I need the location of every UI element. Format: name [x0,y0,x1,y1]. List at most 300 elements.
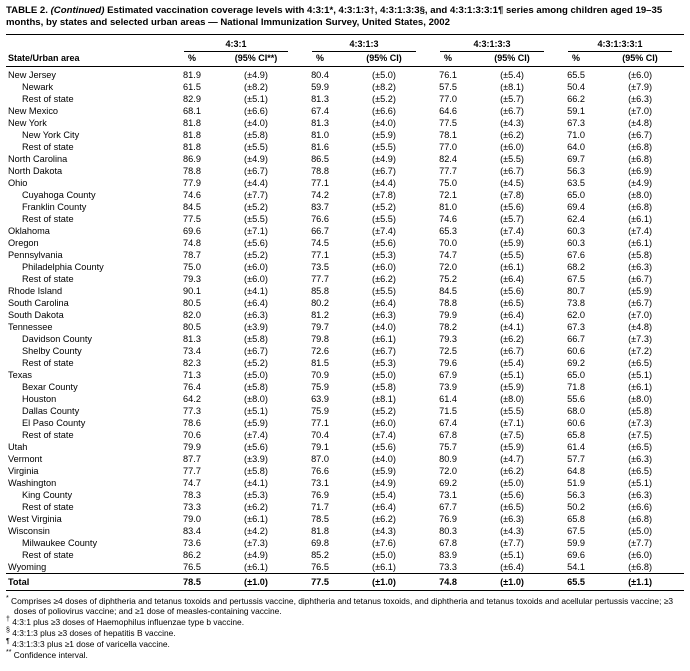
ci-value: (±6.7) [244,345,268,356]
pct-value: 69.8 [311,537,329,548]
ci-value: (±5.9) [628,285,653,296]
table-row [6,93,684,105]
ci-value: (±6.7) [628,273,653,284]
area-name: Bexar County [22,381,78,392]
area-name: Texas [8,369,32,380]
area-name: Houston [22,393,57,404]
ci-value: (±6.2) [244,501,268,512]
pct-value: 65.0 [567,189,585,200]
ci-value: (±7.4) [628,225,653,236]
pct-value: 81.2 [311,309,329,320]
table-row [6,405,684,417]
area-name: South Dakota [8,309,64,320]
ci-value: (±6.4) [244,297,268,308]
pct-value: 86.2 [183,549,201,560]
pct-value: 79.9 [183,441,201,452]
ci-value: (±5.6) [372,237,396,248]
pct-value: 85.2 [311,549,329,560]
pct-value: 82.0 [183,309,201,320]
pct-value: 66.2 [567,93,585,104]
area-name: North Dakota [8,165,63,176]
ci-value: (±6.5) [628,441,653,452]
ci-value: (±4.0) [244,117,268,128]
footnote: * Comprises ≥4 doses of diphtheria and tetanus toxoids and pertussis vaccine, diphtheria and tetanus toxoids, and diphtheria and tetanus toxoids and acellular pertussis vaccine; ≥3 doses of poliovirus vaccine; and ≥1 dose of measles-containing vaccine. [6,594,673,616]
table-row [6,213,684,225]
table-row [6,381,684,393]
ci-value: (±7.9) [628,81,653,92]
pct-value: 76.4 [183,381,201,392]
ci-value: (±5.4) [372,489,396,500]
ci-value: (±5.3) [372,249,396,260]
ci-value: (±7.4) [372,429,396,440]
table-row [6,237,684,249]
series-header-431331 [556,34,684,52]
pct-value: 54.1 [567,561,585,572]
pct-value: 73.9 [439,381,457,392]
ci-value: (±6.5) [500,501,524,512]
pct-value: 62.0 [567,309,585,320]
area-name: Washington [8,477,57,488]
ci-value: (±8.1) [372,393,396,404]
area-name: Virginia [8,465,39,476]
pct-value: 76.5 [183,561,201,572]
ci-value: (±6.4) [500,309,524,320]
pct-value: 70.4 [311,429,329,440]
pct-value: 74.6 [183,189,201,200]
table-row [6,249,684,261]
table-header [6,34,684,66]
footnote: † 4:3:1 plus ≥3 doses of Haemophilus influenzae type b vaccine. [6,615,245,627]
table-row [6,321,684,333]
pct-value: 60.6 [567,345,585,356]
ci-value: (±6.0) [244,273,268,284]
pct-value: 78.5 [311,513,329,524]
ci-value: (±4.3) [500,525,524,536]
ci-value: (±6.8) [628,561,653,572]
pct-value: 83.9 [439,549,457,560]
pct-value: 76.6 [311,465,329,476]
ci-value: (±8.2) [372,81,396,92]
pct-value: 59.1 [567,105,585,116]
ci-value: (±4.9) [372,153,396,164]
ci-value: (±7.2) [628,345,653,356]
pct-value: 74.5 [311,237,329,248]
table-title [6,5,684,30]
ci-value: (±7.8) [500,189,524,200]
area-name: Wyoming [8,561,47,572]
footnote-marker: * [6,594,9,602]
pct-value: 62.4 [567,213,585,224]
pct-value: 74.8 [183,237,201,248]
table-row [6,66,684,81]
pct-value: 78.2 [439,321,457,332]
pct-value: 68.2 [567,261,585,272]
pct-value: 67.3 [567,321,585,332]
ci-value: (±6.5) [628,465,653,476]
pct-value: 64.2 [183,393,201,404]
pct-value: 74.7 [439,249,457,260]
ci-header: (95% CI) [596,52,684,67]
pct-value: 75.9 [311,381,329,392]
pct-value: 51.9 [567,477,585,488]
pct-value: 80.9 [439,453,457,464]
area-name: South Carolina [8,297,69,308]
pct-value: 55.6 [567,393,585,404]
ci-value: (±5.8) [244,333,268,344]
ci-value: (±5.6) [244,441,268,452]
ci-value: (±6.4) [372,501,396,512]
area-name: Milwaukee County [22,537,98,548]
area-name: New York City [22,129,80,140]
pct-value: 82.4 [439,153,457,164]
pct-value: 61.5 [183,81,201,92]
ci-value: (±5.0) [372,549,396,560]
pct-value: 65.5 [556,573,596,590]
ci-value: (±5.8) [628,405,653,416]
ci-value: (±6.3) [372,309,396,320]
ci-value: (±6.4) [500,561,524,572]
table-row [6,189,684,201]
ci-value: (±7.3) [628,417,653,428]
ci-value: (±4.1) [500,321,524,332]
pct-value: 78.8 [311,165,329,176]
series-label: 4:3:1:3:3 [440,38,544,52]
ci-value: (±5.1) [244,405,268,416]
table-row [6,561,684,574]
ci-value: (±4.9) [244,69,268,80]
ci-value: (±6.4) [500,273,524,284]
pct-value: 75.7 [439,441,457,452]
pct-value: 77.7 [439,165,457,176]
ci-value: (±7.4) [500,225,524,236]
table-row [6,441,684,453]
pct-header: % [556,52,596,67]
area-name: North Carolina [8,153,68,164]
pct-value: 67.9 [439,369,457,380]
ci-value: (±7.1) [244,225,268,236]
area-name: Dallas County [22,405,80,416]
pct-value: 86.9 [183,153,201,164]
table-row [6,453,684,465]
pct-value: 81.3 [311,117,329,128]
table-row [6,225,684,237]
ci-value: (±4.7) [500,453,524,464]
series-label: 4:3:1:3:3:1 [568,38,672,52]
series-label: 4:3:1 [184,38,288,52]
pct-value: 76.9 [311,489,329,500]
ci-value: (±7.0) [628,309,653,320]
pct-value: 76.5 [311,561,329,572]
pct-value: 86.5 [311,153,329,164]
pct-value: 68.0 [567,405,585,416]
table-row [6,285,684,297]
vaccination-coverage-table [6,34,684,591]
ci-value: (±6.0) [372,261,396,272]
ci-value: (±5.5) [372,213,396,224]
table-row [6,393,684,405]
pct-value: 80.7 [567,285,585,296]
table-row [6,333,684,345]
ci-value: (±5.8) [372,381,396,392]
pct-value: 76.6 [311,213,329,224]
footnote-marker: ** [6,648,12,656]
pct-value: 76.1 [439,69,457,80]
pct-value: 77.7 [311,273,329,284]
ci-value: (±5.5) [500,405,524,416]
area-name: Rest of state [22,141,74,152]
pct-header: % [300,52,340,67]
table-row [6,81,684,93]
area-name: Davidson County [22,333,92,344]
area-name: Rest of state [22,273,74,284]
ci-value: (±8.0) [628,393,653,404]
pct-value: 75.9 [311,405,329,416]
pct-value: 71.7 [311,501,329,512]
total-label: Total [6,573,172,590]
ci-value: (±7.6) [372,537,396,548]
pct-value: 50.2 [567,501,585,512]
pct-value: 67.7 [439,501,457,512]
ci-value: (±6.7) [372,345,396,356]
series-label: 4:3:1:3 [312,38,416,52]
pct-value: 59.9 [567,537,585,548]
pct-value: 72.5 [439,345,457,356]
pct-value: 57.5 [439,81,457,92]
ci-value: (±7.8) [372,189,396,200]
ci-value: (±6.5) [628,357,653,368]
ci-value: (±5.3) [372,357,396,368]
ci-value: (±5.9) [500,381,524,392]
pct-value: 77.3 [183,405,201,416]
table-row [6,297,684,309]
ci-value: (±4.4) [372,177,396,188]
ci-value: (±5.2) [244,201,268,212]
pct-value: 74.7 [183,477,201,488]
pct-value: 73.5 [311,261,329,272]
ci-value: (±4.0) [372,453,396,464]
ci-value: (±5.0) [372,69,396,80]
pct-value: 69.6 [183,225,201,236]
ci-value: (±7.5) [500,429,524,440]
table-row [6,273,684,285]
area-name: Rest of state [22,93,74,104]
ci-value: (±4.0) [372,117,396,128]
ci-value: (±5.1) [628,369,653,380]
ci-value: (±4.9) [628,177,653,188]
area-name: Rest of state [22,549,74,560]
table-row [6,417,684,429]
ci-value: (±7.3) [628,333,653,344]
pct-value: 61.4 [567,441,585,452]
ci-value: (±7.4) [244,429,268,440]
area-name: Newark [22,81,54,92]
pct-value: 73.1 [439,489,457,500]
ci-value: (±6.2) [500,465,524,476]
table-row [6,501,684,513]
pct-value: 81.0 [439,201,457,212]
pct-value: 63.5 [567,177,585,188]
area-name: West Virginia [8,513,62,524]
table-row [6,477,684,489]
area-name: Rhode Island [8,285,63,296]
table-row [6,261,684,273]
table-row [6,549,684,561]
ci-header: (95% CI**) [212,52,300,67]
ci-value: (±5.2) [372,405,396,416]
pct-value: 73.3 [183,501,201,512]
ci-value: (±6.7) [500,345,524,356]
pct-value: 65.3 [439,225,457,236]
pct-value: 71.0 [567,129,585,140]
ci-value: (±6.6) [628,501,653,512]
pct-value: 59.9 [311,81,329,92]
ci-value: (±7.1) [500,417,524,428]
pct-value: 65.5 [567,69,585,80]
pct-value: 78.1 [439,129,457,140]
footnote: § 4:3:1:3 plus ≥3 doses of hepatitis B vaccine. [6,626,176,638]
area-name: Rest of state [22,429,74,440]
series-header-row [6,34,684,52]
ci-value: (±7.0) [628,105,653,116]
pct-value: 80.5 [183,297,201,308]
area-name: Tennessee [8,321,53,332]
pct-value: 56.3 [567,489,585,500]
ci-value: (±6.3) [244,309,268,320]
pct-value: 87.0 [311,453,329,464]
ci-value: (±6.3) [628,453,653,464]
pct-value: 87.7 [183,453,201,464]
ci-value: (±7.7) [628,537,653,548]
pct-value: 73.1 [311,477,329,488]
area-name: Oklahoma [8,225,50,236]
pct-value: 79.7 [311,321,329,332]
ci-value: (±4.3) [500,117,524,128]
pct-value: 64.0 [567,141,585,152]
ci-value: (±5.6) [244,237,268,248]
pct-value: 81.6 [311,141,329,152]
pct-value: 85.8 [311,285,329,296]
pct-value: 77.9 [183,177,201,188]
ci-value: (±6.8) [628,141,653,152]
table-row [6,525,684,537]
pct-value: 74.2 [311,189,329,200]
ci-value: (±5.1) [500,549,524,560]
table-row [6,105,684,117]
area-name: El Paso County [22,417,86,428]
pct-value: 71.8 [567,381,585,392]
ci-value: (±8.2) [244,81,268,92]
pct-value: 80.2 [311,297,329,308]
pct-value: 50.4 [567,81,585,92]
ci-value: (±6.7) [244,165,268,176]
ci-value: (±5.6) [500,489,524,500]
ci-value: (±6.8) [628,201,653,212]
ci-value: (±5.5) [372,141,396,152]
ci-value: (±4.8) [628,117,653,128]
ci-value: (±6.9) [628,165,653,176]
pct-value: 60.3 [567,237,585,248]
footnote-marker: † [6,615,10,623]
ci-value: (±5.2) [372,201,396,212]
ci-value: (±6.7) [628,129,653,140]
ci-value: (±4.5) [500,177,524,188]
pct-value: 77.5 [183,213,201,224]
ci-value: (±5.0) [244,369,268,380]
ci-value: (±7.5) [628,429,653,440]
ci-value: (±5.4) [500,69,524,80]
pct-value: 68.1 [183,105,201,116]
ci-value: (±4.1) [244,285,268,296]
pct-value: 77.0 [439,93,457,104]
header-spacer [6,34,172,52]
table-row [6,177,684,189]
ci-value: (±6.0) [628,549,653,560]
ci-header: (95% CI) [340,52,428,67]
table-continued-label: (Continued) [50,5,105,16]
table-row [6,513,684,525]
pct-value: 67.6 [567,249,585,260]
ci-value: (±3.9) [244,453,268,464]
area-name: Rest of state [22,213,74,224]
ci-value: (±5.5) [500,249,524,260]
ci-value: (±5.8) [244,129,268,140]
ci-value: (±6.2) [500,129,524,140]
area-name: Pennsylvania [8,249,63,260]
ci-value: (±3.9) [244,321,268,332]
ci-value: (±6.3) [500,513,524,524]
pct-value: 71.3 [183,369,201,380]
pct-value: 60.3 [567,225,585,236]
footnote: ¶ 4:3:1:3:3 plus ≥1 dose of varicella vaccine. [6,637,170,649]
ci-value: (±6.2) [372,513,396,524]
pct-value: 70.0 [439,237,457,248]
ci-value: (±5.5) [244,141,268,152]
pct-value: 78.3 [183,489,201,500]
ci-value: (±8.0) [500,393,524,404]
area-name: New Jersey [8,69,56,80]
ci-value: (±5.5) [500,153,524,164]
pct-value: 64.6 [439,105,457,116]
footnotes [6,595,684,660]
ci-value: (±6.7) [500,105,524,116]
pct-value: 67.8 [439,537,457,548]
ci-value: (±6.1) [628,381,653,392]
ci-value: (±5.9) [244,417,268,428]
pct-value: 67.4 [311,105,329,116]
table-body [6,66,684,590]
pct-value: 65.8 [567,513,585,524]
series-header-4313 [300,34,428,52]
pct-header: % [172,52,212,67]
ci-value: (±6.2) [500,333,524,344]
pct-value: 74.6 [439,213,457,224]
ci-value: (±6.1) [372,333,396,344]
ci-value: (±5.9) [500,237,524,248]
pct-value: 73.6 [183,537,201,548]
pct-value: 73.8 [567,297,585,308]
pct-value: 83.7 [311,201,329,212]
ci-value: (±5.9) [500,441,524,452]
pct-value: 79.8 [311,333,329,344]
pct-value: 73.3 [439,561,457,572]
pct-value: 67.4 [439,417,457,428]
pct-value: 77.1 [311,417,329,428]
ci-value: (±5.0) [628,525,653,536]
ci-value: (±6.0) [244,261,268,272]
table-row [6,165,684,177]
ci-value: (±1.0) [212,573,300,590]
ci-value: (±6.1) [500,261,524,272]
